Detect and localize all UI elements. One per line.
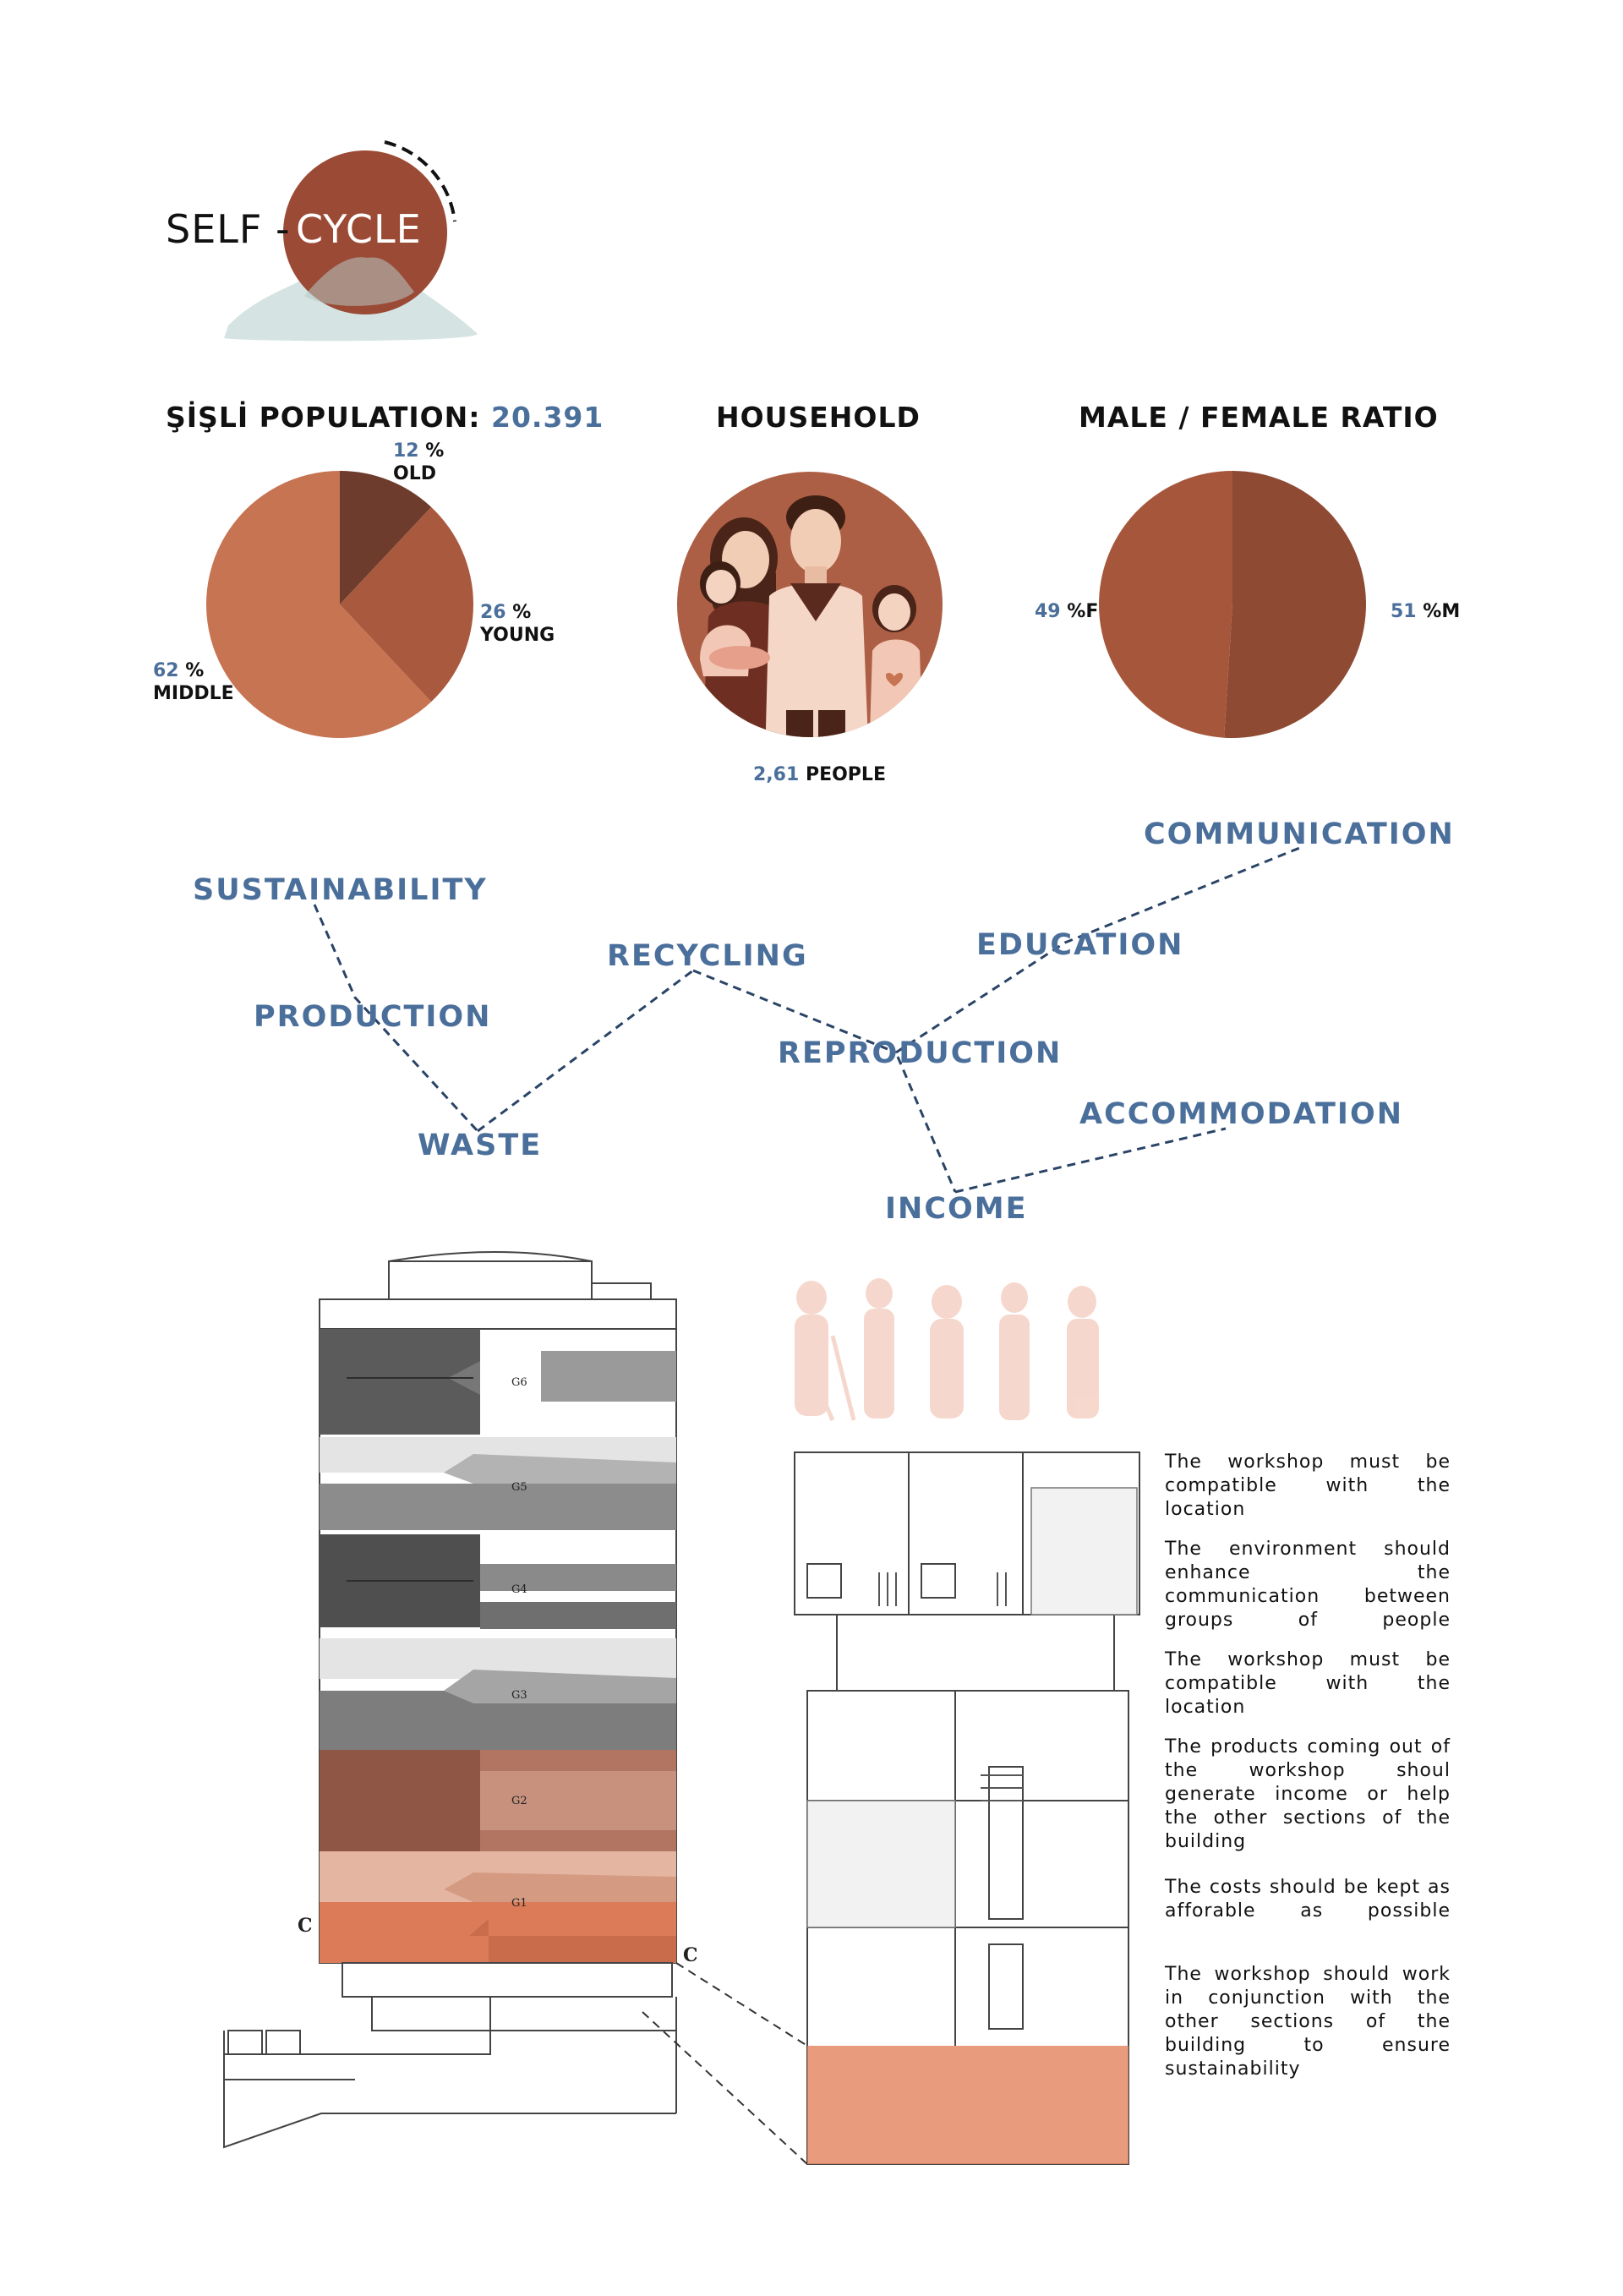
- population-value: 20.391: [491, 401, 604, 434]
- household-people-label: PEOPLE: [805, 764, 886, 785]
- cut-marker-left: C: [298, 1915, 313, 1937]
- male-value: 51: [1391, 601, 1417, 622]
- note-2: The environment should enhance the communication between groups of people: [1165, 1539, 1451, 1631]
- keyword-production: PRODUCTION: [254, 1000, 492, 1034]
- plan-workshop-highlight: [807, 2046, 1128, 2164]
- floor-label-g5: G5: [511, 1481, 527, 1494]
- keyword-communication: COMMUNICATION: [1144, 817, 1455, 851]
- floor-label-g2: G2: [511, 1795, 527, 1807]
- female-value: 49: [1035, 601, 1061, 622]
- floor-label-g1: G1: [511, 1897, 527, 1910]
- connector-bottom: [642, 2012, 807, 2164]
- note-5: The costs should be kept as afforable as possible: [1165, 1877, 1451, 1922]
- floor-label-g4: G4: [511, 1583, 527, 1596]
- note-6: The workshop should work in conjunction with the other sections of the building to ensure sustainability: [1165, 1964, 1451, 2080]
- building-section: [224, 1329, 676, 2147]
- note-3: The workshop must be compatible with the location: [1165, 1649, 1451, 1718]
- male-label: %M: [1423, 601, 1461, 622]
- pie-label-young: 26 % YOUNG: [480, 602, 555, 646]
- ratio-title: MALE / FEMALE RATIO: [1079, 401, 1439, 434]
- keyword-income: INCOME: [885, 1192, 1028, 1226]
- pie-label-old: 12 % OLD: [393, 440, 445, 484]
- household-title: HOUSEHOLD: [716, 401, 921, 434]
- keyword-recycling: RECYCLING: [607, 939, 808, 973]
- population-label: ŞİŞLİ POPULATION:: [166, 401, 481, 434]
- young-label: YOUNG: [480, 625, 555, 646]
- middle-value: 62: [153, 660, 179, 681]
- keyword-accommodation: ACCOMMODATION: [1079, 1097, 1403, 1131]
- old-value: 12: [393, 440, 419, 462]
- cut-marker-right: C: [683, 1944, 698, 1966]
- note-4: The products coming out of the workshop shoul generate income or help the other sections of the building: [1165, 1736, 1451, 1852]
- logo-word-cycle: CYCLE: [296, 206, 422, 252]
- female-label: %F: [1067, 601, 1099, 622]
- building-roof: [320, 1252, 676, 1329]
- note-1: The workshop must be compatible with the location: [1165, 1451, 1451, 1520]
- connector-top: [676, 1963, 807, 2046]
- middle-label: MIDDLE: [153, 683, 234, 704]
- keyword-sustainability: SUSTAINABILITY: [193, 873, 488, 907]
- young-value: 26: [480, 602, 506, 623]
- floor-label-g6: G6: [511, 1376, 527, 1389]
- floor-label-g3: G3: [511, 1689, 527, 1702]
- old-label: OLD: [393, 463, 436, 484]
- household-people-value: 2,61: [753, 764, 800, 785]
- keyword-reproduction: REPRODUCTION: [778, 1036, 1063, 1070]
- logo-word-self: SELF -: [166, 206, 291, 252]
- keyword-education: EDUCATION: [976, 928, 1184, 962]
- plan-hatching: [807, 1488, 1137, 1927]
- keyword-waste: WASTE: [418, 1129, 543, 1162]
- workers-silhouette: [795, 1278, 1099, 1420]
- pie-label-middle: 62 % MIDDLE: [153, 660, 234, 704]
